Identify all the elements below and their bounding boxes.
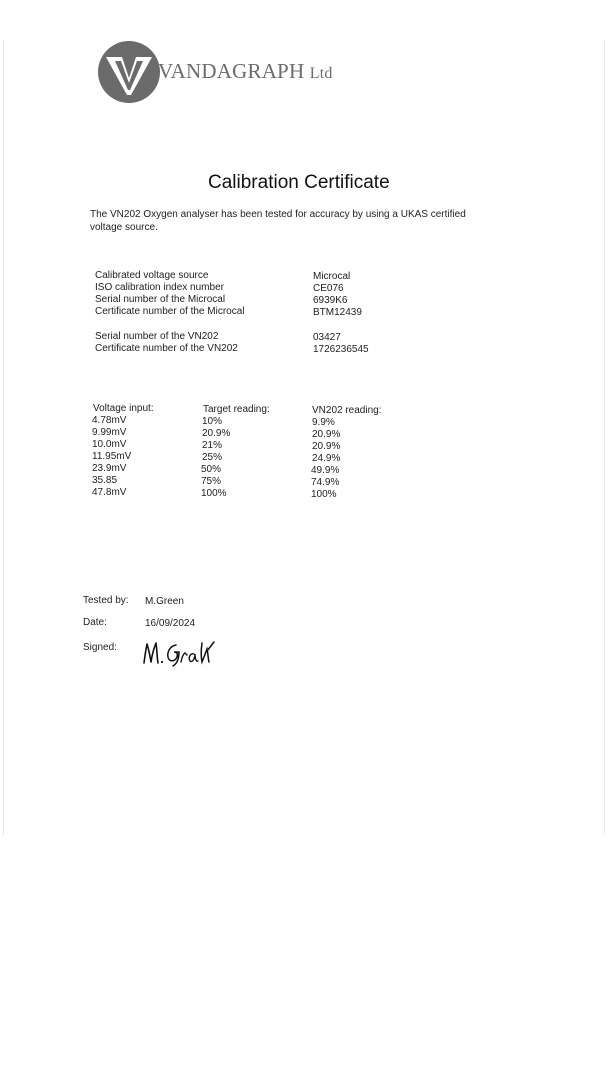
table-cell: 75% (201, 476, 222, 487)
table-cell: 100% (311, 489, 337, 500)
info-label-vn202-certificate: Certificate number of the VN202 (95, 343, 238, 354)
table-cell: 4.78mV (92, 415, 127, 426)
column-header-target: Target reading: (203, 404, 270, 415)
table-cell: 49.9% (311, 465, 340, 476)
table-cell: 100% (201, 488, 227, 499)
table-cell: 10% (202, 416, 223, 427)
info-label-iso-index: ISO calibration index number (95, 282, 224, 293)
brand-name: VANDAGRAPH (158, 59, 305, 83)
brand-suffix: Ltd (309, 65, 333, 82)
info-value-iso-index: CE076 (313, 283, 344, 294)
info-label-voltage-source: Calibrated voltage source (95, 270, 209, 281)
scan-edge-left (3, 40, 4, 835)
tested-by-label: Tested by: (83, 595, 129, 606)
table-cell: 20.9% (312, 429, 341, 440)
table-cell: 21% (202, 440, 223, 451)
table-cell: 9.9% (312, 417, 335, 428)
date-value: 16/09/2024 (145, 618, 196, 629)
table-cell: 20.9% (202, 428, 231, 439)
tested-by-value: M.Green (145, 596, 184, 607)
table-cell: 25% (202, 452, 223, 463)
date-label: Date: (83, 617, 107, 628)
info-label-microcal-certificate: Certificate number of the Microcal (95, 306, 245, 317)
table-cell: 9.99mV (92, 427, 127, 438)
table-cell: 47.8mV (92, 487, 127, 498)
info-value-vn202-certificate: 1726236545 (313, 344, 369, 355)
info-value-vn202-serial: 03427 (313, 332, 341, 343)
page-title: Calibration Certificate (208, 172, 390, 193)
table-cell: 35.85 (92, 475, 118, 486)
intro-paragraph (90, 208, 500, 234)
info-value-voltage-source: Microcal (313, 271, 351, 282)
brand-wordmark (158, 59, 333, 84)
info-label-microcal-serial: Serial number of the Microcal (95, 294, 226, 305)
table-cell: 11.95mV (92, 451, 132, 462)
scan-edge-right (604, 40, 605, 835)
table-cell: 24.9% (312, 453, 341, 464)
info-label-vn202-serial: Serial number of the VN202 (95, 331, 219, 342)
table-cell: 74.9% (311, 477, 340, 488)
table-cell: 10.0mV (92, 439, 127, 450)
signed-label: Signed: (83, 642, 117, 653)
intro-line-2: voltage source. (90, 222, 158, 233)
info-value-microcal-certificate: BTM12439 (313, 307, 362, 318)
handwritten-signature (140, 637, 222, 669)
intro-line-1: The VN202 Oxygen analyser has been tested for accuracy by using a UKAS certified (90, 209, 466, 220)
column-header-vn202: VN202 reading: (312, 405, 382, 416)
v-in-circle-logo-icon (97, 40, 161, 104)
info-value-microcal-serial: 6939K6 (313, 295, 348, 306)
table-cell: 50% (201, 464, 222, 475)
table-cell: 20.9% (312, 441, 341, 452)
table-cell: 23.9mV (92, 463, 127, 474)
column-header-voltage: Voltage input: (93, 403, 154, 414)
